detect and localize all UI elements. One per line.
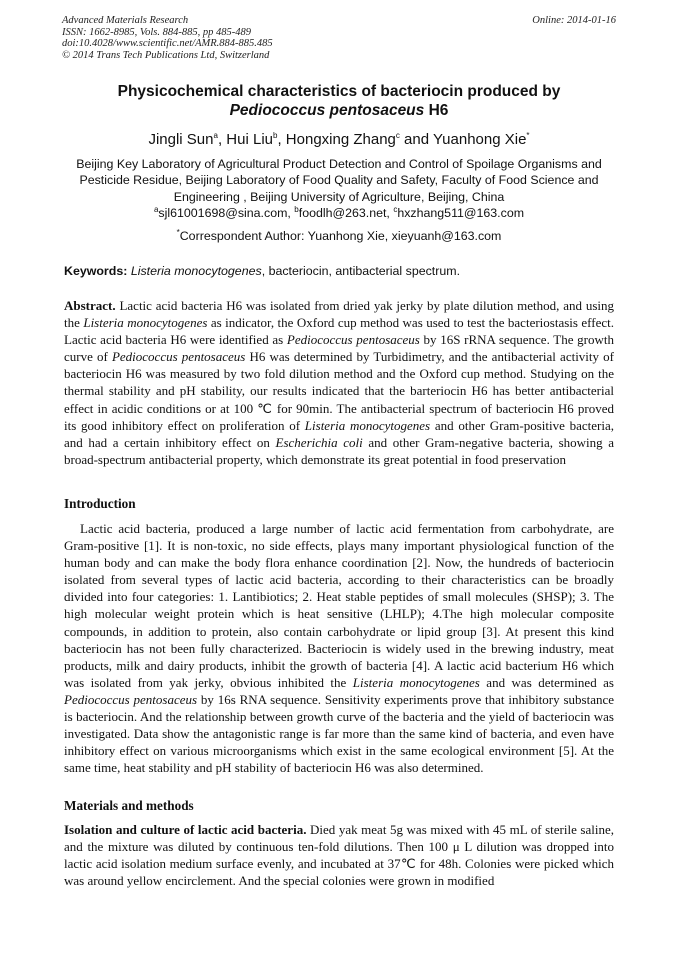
title-strain: H6 [424,102,449,119]
email-c[interactable]: hxzhang511@163.com [397,206,525,220]
methods-subheading: Isolation and culture of lactic acid bacteria. [64,822,307,837]
email-c-sup: c [393,204,398,214]
issn-line: ISSN: 1662-8985, Vols. 884-885, pp 485-489 [62,26,251,38]
email-b-sup: b [294,204,299,214]
email-a-sup: a [153,204,159,214]
intro-species: Pediococcus pentosaceus [64,691,198,707]
abstract-species: Listeria monocytogenes [304,417,431,433]
doi-line: doi:10.4028/www.scientific.net/AMR.884-885.485 [62,38,273,49]
abstract-species: Listeria monocytogenes [83,315,208,331]
intro-text: by 16s RNA sequence. Sensitivity experiments prove that inhibitory substance is bacteriocin. And the relationship between growth curve of the bacteria and the yield of bacteriocin was investigated. Data show the antagonistic range is far more than the same kind of bacteria, and even have inhibitory effect on various microorganisms which exist in the same ecological environment [5]. At the same time, heat stability and pH stability of bacteriocin H6 was also determined. [64,691,614,776]
methods-paragraph [64,821,614,889]
keyword-1: Listeria monocytogenes [130,264,262,278]
author-4-sup: * [526,131,530,140]
page-header [62,15,616,61]
author-1-sup: a [213,131,218,140]
abstract [64,297,614,468]
intro-species: Listeria monocytogenes [352,674,480,690]
online-date: Online: 2014-01-16 [532,15,616,26]
author-sep: , [277,131,286,148]
abstract-text: Lactic acid bacteria H6 was isolated from dried yak jerky by plate dilution method, and using the [64,298,614,331]
paper-title [40,82,638,120]
introduction-heading: Introduction [64,496,136,511]
abstract-species: Pediococcus pentosaceus [286,332,420,348]
intro-text: Lactic acid bacteria, produced a large number of lactic acid fermentation from carbohydrate, are Gram-positive [1]. It is non-toxic, no side effects, plays many important physiological function of the human body and can make the body flora enhance coordination [2]. Now, the hundreds of bacteriocin isolated from several types of lactic acid bacteria, according to their characteristics can be broadly divided into four categories: 1. Lantibiotics; 2. Heat stable peptides of small molecules (SHSP); 3. The high molecular weight protein which is heat sensitive (LHLP); 4.The high molecular composite compounds, in addition to protein, also contain carbohydrate or lipid group [3]. At present this kind bacteriocin has not been fully characterized. Bacteriocin is widely used in the brewing industry, meat products, milk and dairy products, inhibit the growth of bacteria [4]. A lactic acid bacterium H6 which was isolated from yak jerky, obvious inhibited the [64,521,614,690]
author-and: and [404,131,433,148]
title-line-1: Physicochemical characteristics of bacteriocin produced by [117,83,561,100]
abstract-text: and other Gram-negative bacteria, showing a broad-spectrum antibacterial property, which demonstrate its great potential in food preservation [64,434,615,467]
copyright-line: © 2014 Trans Tech Publications Ltd, Switzerland [62,49,270,61]
corresponding-author [40,229,638,243]
keywords [64,264,614,278]
keywords-label: Keywords: [64,264,128,278]
author-sep: , [217,131,227,148]
keywords-rest: , bacteriocin, antibacterial spectrum. [261,264,461,278]
author-3: Hongxing Zhang [285,131,396,148]
abstract-species: Escherichia coli [275,434,363,450]
methods-text: Died yak meat 5g was mixed with 45 mL of sterile saline, and the mixture was diluted by continuous ten-fold dilutions. Then 100 μ L dilution was dropped into lactic acid isolation medium surface evenly, and incubated at 37℃ for 48h. Colonies were picked which was around yellow encirclement. And the special colonies were grown in modified [64,822,614,889]
title-line-2 [40,101,638,120]
title-species: Pediococcus pentosaceus [229,102,425,119]
corresponding-sup: * [176,227,180,237]
corresponding-text: Correspondent Author: Yuanhong Xie, xieyuanh@163.com [179,229,502,243]
author-4: Yuanhong Xie [432,131,527,148]
author-3-sup: c [395,131,400,140]
intro-text: and was determined as [479,674,614,690]
affiliation: Beijing Key Laboratory of Agricultural Product Detection and Control of Spoilage Organisms and Pesticide Residue, Beijing Laboratory of Food Quality and Safety, Faculty of Food Science and Engineering , Beijing University of Agriculture, Beijing, China [76,157,602,204]
introduction-paragraph [64,520,614,776]
abstract-species: Pediococcus pentosaceus [111,349,246,365]
abstract-text: and other Gram-positive bacteria, and had a certain inhibitory effect on [64,417,614,450]
author-emails [40,206,638,220]
email-a[interactable]: sjl61001698@sina.com, [158,206,295,220]
abstract-text: by 16S rRNA sequence. The growth curve of [64,332,615,365]
abstract-text: H6 was determined by Turbidimetry, and the antibacterial activity of bacteriocin H6 was measured by two fold dilution method and the Oxford cup method. Studying on the thermal stability and pH stability, our results indicated that the barteriocin H6 has better antibacterial effect in acidic conditions or at 100 ℃ for 90min. The antibacterial spectrum of bacteriocin H6 proved its good inhibitory effect on proliferation of [64,349,614,433]
journal-name: Advanced Materials Research [62,15,189,26]
author-2: Hui Liu [226,131,273,148]
author-1: Jingli Sun [148,131,214,148]
author-2-sup: b [273,131,278,140]
methods-heading: Materials and methods [64,798,194,813]
abstract-text: as indicator, the Oxford cup method was used to test the bacteriostasis effect. Lactic acid bacteria H6 were identified as [64,315,615,348]
author-list [40,131,638,149]
email-b[interactable]: foodlh@263.net, [298,206,394,220]
abstract-label: Abstract. [64,298,116,313]
